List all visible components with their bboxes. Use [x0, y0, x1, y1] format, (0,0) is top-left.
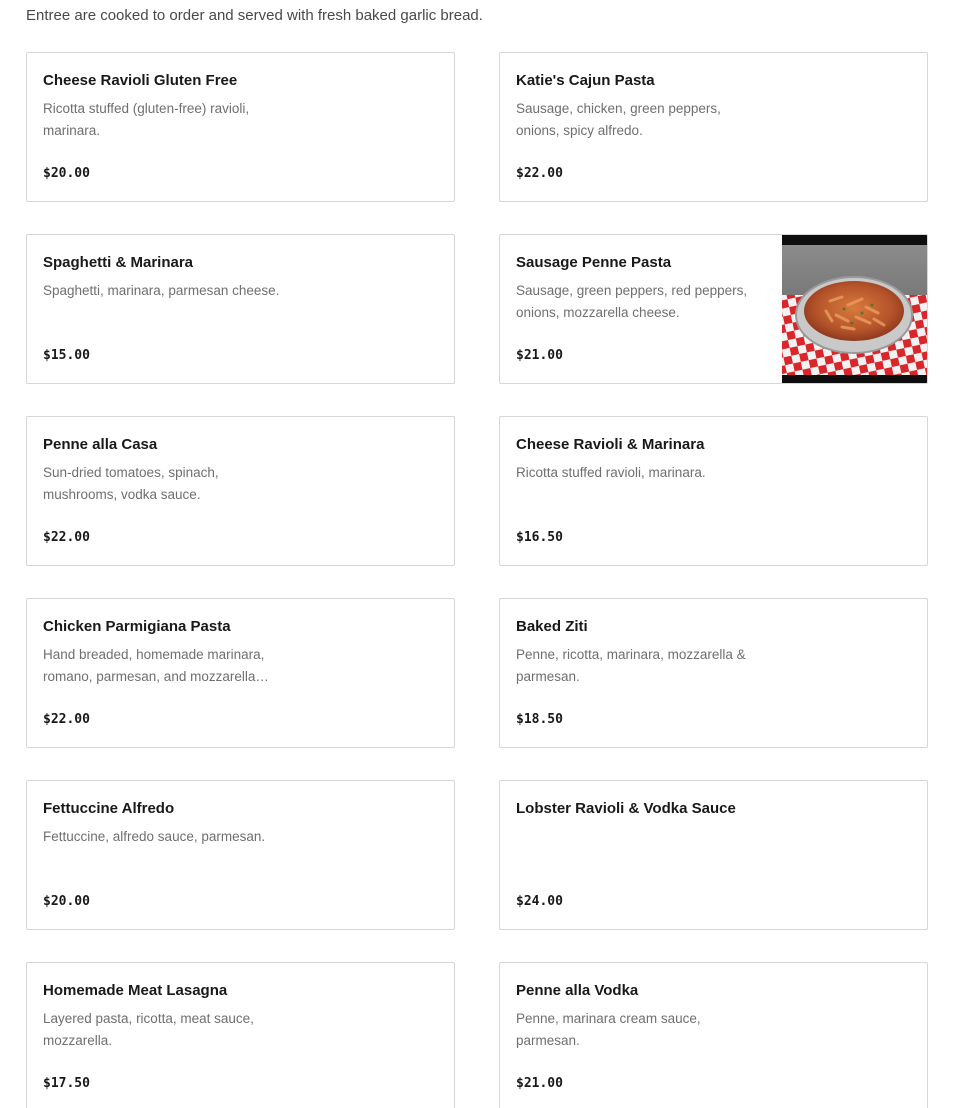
- menu-item-name: Fettuccine Alfredo: [43, 800, 175, 817]
- menu-item-name: Homemade Meat Lasagna: [43, 982, 228, 999]
- menu-item-price: $20.00: [43, 894, 90, 909]
- menu-item-price: $24.00: [516, 894, 563, 909]
- menu-item-description: Penne, marinara cream sauce, parmesan.: [516, 1011, 701, 1048]
- menu-item-price: $18.50: [516, 712, 563, 727]
- menu-item-description: Sausage, chicken, green peppers, onions, spicy alfredo.: [516, 101, 721, 138]
- menu-item-price: $22.00: [43, 530, 90, 545]
- menu-item-card[interactable]: [499, 234, 928, 384]
- menu-item-description: Layered pasta, ricotta, meat sauce, mozzarella.: [43, 1011, 254, 1048]
- menu-item-price: $16.50: [516, 530, 563, 545]
- menu-item-name: Cheese Ravioli & Marinara: [516, 436, 705, 453]
- menu-item-description: Spaghetti, marinara, parmesan cheese.: [43, 283, 280, 298]
- menu-item-price: $21.00: [516, 348, 563, 363]
- menu-item-name: Baked Ziti: [516, 618, 588, 635]
- menu-item-name: Sausage Penne Pasta: [516, 254, 672, 271]
- menu-item-price: $22.00: [43, 712, 90, 727]
- menu-item-card[interactable]: [499, 52, 928, 202]
- menu-item-description: Ricotta stuffed (gluten-free) ravioli, marinara.: [43, 101, 250, 138]
- menu-item-card[interactable]: [26, 598, 455, 748]
- menu-item-card[interactable]: [26, 52, 455, 202]
- section-description: Entree are cooked to order and served with fresh baked garlic bread.: [26, 7, 483, 24]
- menu-item-name: Chicken Parmigiana Pasta: [43, 618, 231, 635]
- menu-item-card[interactable]: [499, 416, 928, 566]
- menu-item-name: Penne alla Casa: [43, 436, 158, 453]
- menu-item-description: Sun-dried tomatoes, spinach, mushrooms, vodka sauce.: [43, 465, 219, 502]
- menu-item-price: $21.00: [516, 1076, 563, 1091]
- menu-item-description: Fettuccine, alfredo sauce, parmesan.: [43, 829, 266, 844]
- menu-item-price: $20.00: [43, 166, 90, 181]
- menu-item-name: Spaghetti & Marinara: [43, 254, 194, 271]
- menu-item-description: Hand breaded, homemade marinara, romano, parmesan, and mozzarella…: [43, 647, 269, 684]
- menu-item-grid: [26, 52, 928, 1108]
- menu-item-card[interactable]: [499, 780, 928, 930]
- menu-item-card[interactable]: [26, 962, 455, 1108]
- menu-item-price: $15.00: [43, 348, 90, 363]
- menu-item-card[interactable]: [499, 962, 928, 1108]
- menu-item-name: Lobster Ravioli & Vodka Sauce: [516, 800, 736, 817]
- menu-item-description: Penne, ricotta, marinara, mozzarella & parmesan.: [516, 647, 746, 684]
- menu-item-photo[interactable]: [782, 235, 927, 383]
- menu-item-description: Sausage, green peppers, red peppers, onions, mozzarella cheese.: [516, 283, 748, 320]
- menu-item-card[interactable]: [26, 416, 455, 566]
- menu-item-description: [516, 826, 761, 870]
- menu-item-card[interactable]: [26, 234, 455, 384]
- menu-item-price: $22.00: [516, 166, 563, 181]
- menu-item-description: Ricotta stuffed ravioli, marinara.: [516, 465, 706, 480]
- menu-item-name: Penne alla Vodka: [516, 982, 639, 999]
- menu-item-card[interactable]: [499, 598, 928, 748]
- menu-item-name: Cheese Ravioli Gluten Free: [43, 72, 238, 89]
- menu-item-card[interactable]: [26, 780, 455, 930]
- penne-pasta-photo: [782, 235, 927, 383]
- menu-item-price: $17.50: [43, 1076, 90, 1091]
- menu-item-name: Katie's Cajun Pasta: [516, 72, 655, 89]
